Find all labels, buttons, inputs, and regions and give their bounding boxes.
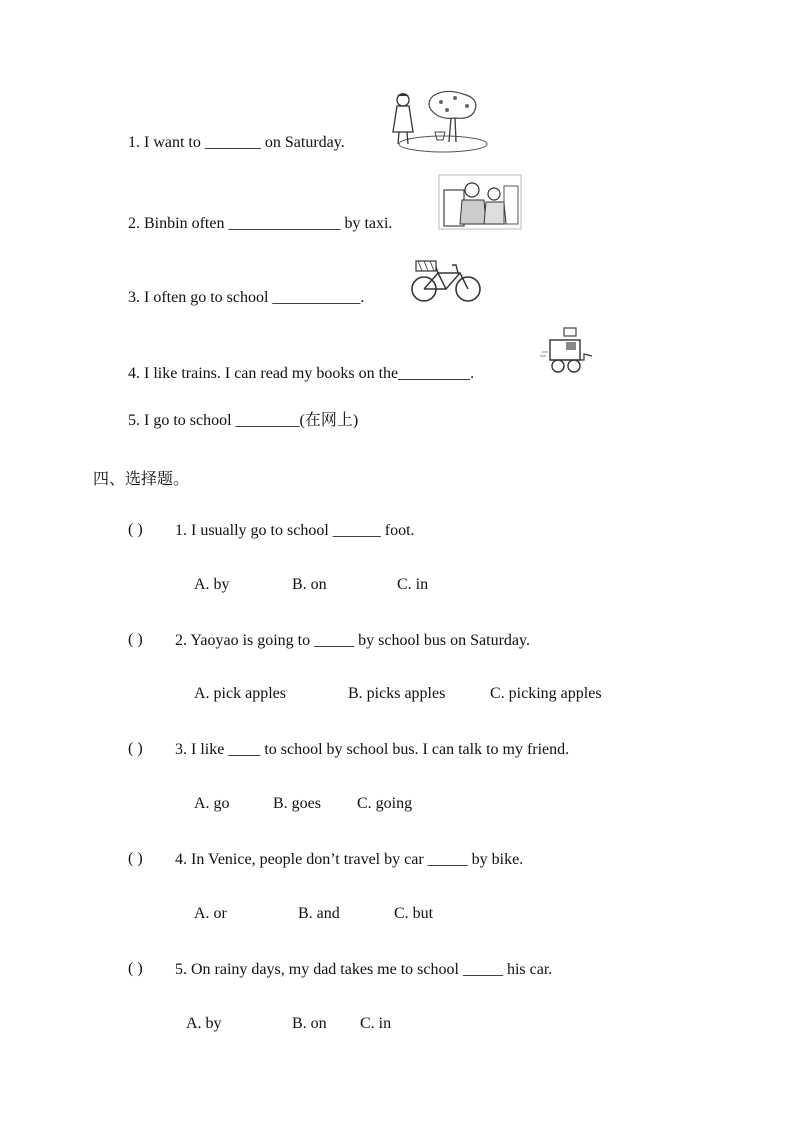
question-5: 5. On rainy days, my dad takes me to school _____ his car.: [175, 961, 553, 978]
option-5b: B. on: [292, 1015, 327, 1032]
answer-bracket-1[interactable]: ( ): [128, 521, 143, 538]
blank-item-3: 3. I often go to school ___________.: [128, 289, 365, 306]
question-4: 4. In Venice, people don’t travel by car _____ by bike.: [175, 851, 524, 868]
taxi-passengers-icon: [438, 174, 522, 235]
option-2b: B. picks apples: [348, 685, 446, 702]
answer-bracket-3[interactable]: ( ): [128, 740, 143, 757]
blank-item-5: 5. I go to school ________(在网上): [128, 412, 359, 429]
option-2c: C. picking apples: [490, 685, 602, 702]
bicycle-icon: [410, 255, 484, 310]
option-3a: A. go: [194, 795, 230, 812]
blank-item-2: 2. Binbin often ______________ by taxi.: [128, 215, 393, 232]
option-4c: C. but: [394, 905, 434, 922]
girl-apple-tree-icon: [383, 88, 489, 159]
option-3c: C. going: [357, 795, 413, 812]
train-icon: [540, 326, 596, 383]
answer-bracket-2[interactable]: ( ): [128, 631, 143, 648]
option-3b: B. goes: [273, 795, 321, 812]
option-2a: A. pick apples: [194, 685, 286, 702]
answer-bracket-4[interactable]: ( ): [128, 850, 143, 867]
option-1a: A. by: [194, 576, 230, 593]
option-1b: B. on: [292, 576, 327, 593]
question-1: 1. I usually go to school ______ foot.: [175, 522, 415, 539]
section-heading: 四、选择题。: [93, 469, 190, 488]
blank-item-1: 1. I want to _______ on Saturday.: [128, 134, 345, 151]
option-4a: A. or: [194, 905, 227, 922]
question-2: 2. Yaoyao is going to _____ by school bus on Saturday.: [175, 632, 530, 649]
option-1c: C. in: [397, 576, 429, 593]
option-5c: C. in: [360, 1015, 392, 1032]
question-3: 3. I like ____ to school by school bus. I can talk to my friend.: [175, 741, 570, 758]
option-4b: B. and: [298, 905, 340, 922]
answer-bracket-5[interactable]: ( ): [128, 960, 143, 977]
option-5a: A. by: [186, 1015, 222, 1032]
blank-item-4: 4. I like trains. I can read my books on the_________.: [128, 365, 475, 382]
